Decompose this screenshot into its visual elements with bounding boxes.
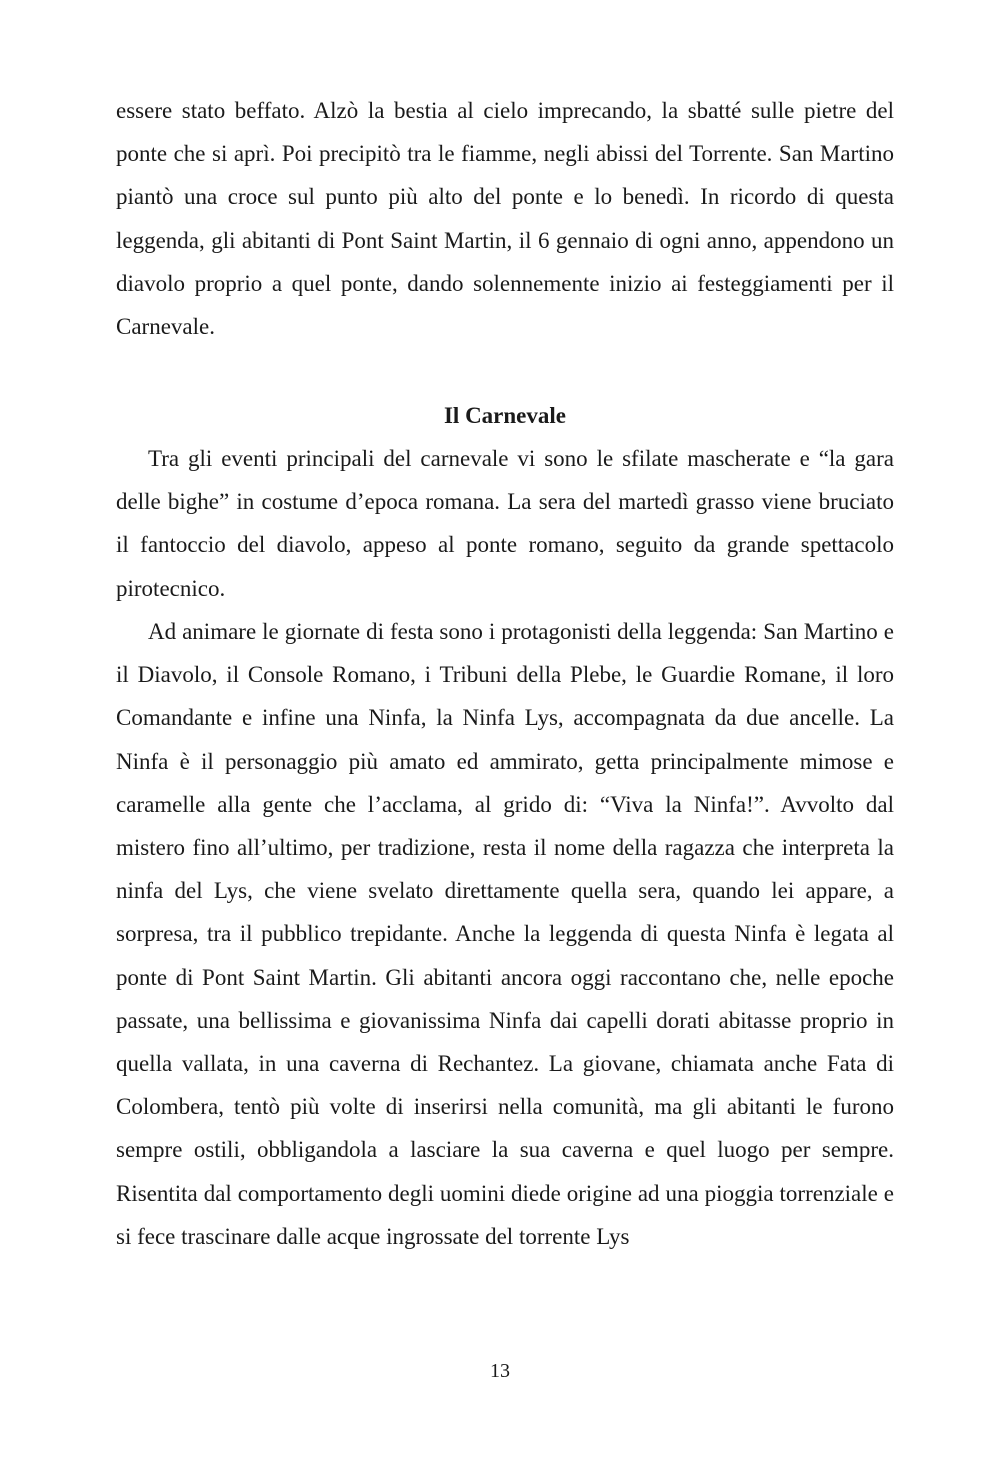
- body-paragraph-1: Tra gli eventi principali del carnevale vi sono le sfilate mascherate e “la gara delle bighe” in costume d’epoca romana. La sera del martedì grasso viene bruciato il fantoccio del diavolo, appeso al ponte romano, seguito da grande spettacolo pirotecnico.: [116, 446, 894, 601]
- page-number: 13: [490, 1360, 510, 1382]
- body-paragraph-2: Ad animare le giornate di festa sono i protagonisti della leggenda: San Martino e il Diavolo, il Console Romano, i Tribuni della Plebe, le Guardie Romane, il loro Comandante e infine una Ninfa, la Ninfa Lys, accompagnata da due ancelle. La Ninfa è il personaggio più amato ed ammirato, getta principalmente mimose e caramelle alla gente che l’acclama, al grido di: “Viva la Ninfa!”. Avvolto dal mistero fino all’ultimo, per tradizione, resta il nome della ragazza che interpreta la ninfa del Lys, che viene svelato direttamente quella sera, quando lei appare, a sorpresa, tra il pubblico trepidante. Anche la leggenda di questa Ninfa è legata al ponte di Pont Saint Martin. Gli abitanti ancora oggi raccontano che, nelle epoche passate, una bellissima e giovanissima Ninfa dai capelli dorati abitasse proprio in quella vallata, in una caverna di Rechantez. La giovane, chiamata anche Fata di Colombera, tentò più volte di inserirsi nella comunità, ma gli abitanti le furono sempre ostili, obbligandola a lasciare la sua caverna e quel luogo per sempre. Risentita dal comportamento degli uomini diede origine ad una pioggia torrenziale e si fece trascinare dalle acque ingrossate del torrente Lys: [116, 619, 894, 1249]
- intro-paragraph: essere stato beffato. Alzò la bestia al cielo imprecando, la sbatté sulle pietre del ponte che si aprì. Poi precipitò tra le fiamme, negli abissi del Torrente. San Martino piantò una croce sul punto più alto del ponte e lo benedì. In ricordo di questa leggenda, gli abitanti di Pont Saint Martin, il 6 gennaio di ogni anno, appendono un diavolo proprio a quel ponte, dando solennemente inizio ai festeggiamenti per il Carnevale.: [116, 98, 894, 340]
- section-heading: Il Carnevale: [443, 403, 566, 428]
